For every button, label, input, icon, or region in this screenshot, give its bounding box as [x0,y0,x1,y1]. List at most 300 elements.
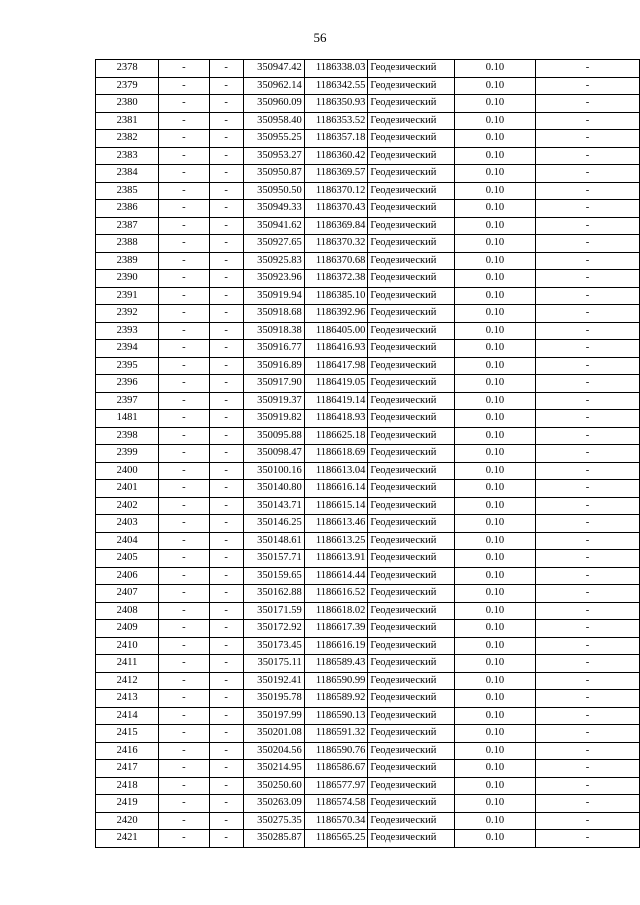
method-cell: Геодезический [368,200,455,218]
point-number-cell: 2386 [96,200,159,218]
method-cell: Геодезический [368,637,455,655]
method-cell: Геодезический [368,690,455,708]
dash-cell: - [535,287,639,305]
dash-cell: - [159,95,209,113]
y-coordinate-cell: 1186618.02 [304,602,368,620]
dash-cell: - [535,462,639,480]
point-number-cell: 2388 [96,235,159,253]
x-coordinate-cell: 350100.16 [243,462,304,480]
dash-cell: - [535,445,639,463]
x-coordinate-cell: 350941.62 [243,217,304,235]
x-coordinate-cell: 350275.35 [243,812,304,830]
dash-cell: - [159,777,209,795]
accuracy-cell: 0.10 [454,777,535,795]
dash-cell: - [535,585,639,603]
point-number-cell: 2378 [96,60,159,78]
method-cell: Геодезический [368,165,455,183]
x-coordinate-cell: 350195.78 [243,690,304,708]
dash-cell: - [159,287,209,305]
accuracy-cell: 0.10 [454,200,535,218]
y-coordinate-cell: 1186617.39 [304,620,368,638]
dash-cell: - [159,567,209,585]
method-cell: Геодезический [368,725,455,743]
x-coordinate-cell: 350919.37 [243,392,304,410]
method-cell: Геодезический [368,445,455,463]
point-number-cell: 2390 [96,270,159,288]
accuracy-cell: 0.10 [454,585,535,603]
x-coordinate-cell: 350925.83 [243,252,304,270]
dash-cell: - [209,77,243,95]
x-coordinate-cell: 350263.09 [243,795,304,813]
x-coordinate-cell: 350162.88 [243,585,304,603]
dash-cell: - [209,760,243,778]
point-number-cell: 2410 [96,637,159,655]
point-number-cell: 2387 [96,217,159,235]
table-row [96,585,640,603]
dash-cell: - [209,637,243,655]
dash-cell: - [535,550,639,568]
dash-cell: - [209,410,243,428]
dash-cell: - [159,637,209,655]
y-coordinate-cell: 1186591.32 [304,725,368,743]
method-cell: Геодезический [368,742,455,760]
y-coordinate-cell: 1186405.00 [304,322,368,340]
point-number-cell: 2381 [96,112,159,130]
table-row [96,795,640,813]
table-row [96,567,640,585]
dash-cell: - [159,217,209,235]
point-number-cell: 2391 [96,287,159,305]
dash-cell: - [209,830,243,848]
table-row [96,410,640,428]
point-number-cell: 2411 [96,655,159,673]
point-number-cell: 2418 [96,777,159,795]
accuracy-cell: 0.10 [454,462,535,480]
y-coordinate-cell: 1186392.96 [304,305,368,323]
method-cell: Геодезический [368,322,455,340]
method-cell: Геодезический [368,235,455,253]
table-row [96,672,640,690]
y-coordinate-cell: 1186417.98 [304,357,368,375]
method-cell: Геодезический [368,795,455,813]
dash-cell: - [159,830,209,848]
dash-cell: - [209,497,243,515]
point-number-cell: 2383 [96,147,159,165]
method-cell: Геодезический [368,812,455,830]
y-coordinate-cell: 1186618.69 [304,445,368,463]
dash-cell: - [535,60,639,78]
point-number-cell: 2392 [96,305,159,323]
accuracy-cell: 0.10 [454,550,535,568]
dash-cell: - [209,392,243,410]
coordinates-table [95,59,640,848]
table-row [96,287,640,305]
dash-cell: - [535,795,639,813]
accuracy-cell: 0.10 [454,427,535,445]
point-number-cell: 1481 [96,410,159,428]
dash-cell: - [159,515,209,533]
dash-cell: - [159,357,209,375]
method-cell: Геодезический [368,410,455,428]
y-coordinate-cell: 1186418.93 [304,410,368,428]
table-row [96,130,640,148]
x-coordinate-cell: 350157.71 [243,550,304,568]
coordinates-table-body [96,60,640,848]
table-row [96,270,640,288]
dash-cell: - [159,655,209,673]
dash-cell: - [209,217,243,235]
table-row [96,147,640,165]
dash-cell: - [159,235,209,253]
dash-cell: - [159,427,209,445]
table-row [96,182,640,200]
point-number-cell: 2397 [96,392,159,410]
table-row [96,480,640,498]
method-cell: Геодезический [368,217,455,235]
dash-cell: - [159,130,209,148]
page-number: 56 [313,30,327,45]
point-number-cell: 2417 [96,760,159,778]
point-number-cell: 2379 [96,77,159,95]
table-row [96,655,640,673]
x-coordinate-cell: 350958.40 [243,112,304,130]
dash-cell: - [159,462,209,480]
x-coordinate-cell: 350927.65 [243,235,304,253]
table-row [96,305,640,323]
point-number-cell: 2398 [96,427,159,445]
x-coordinate-cell: 350214.95 [243,760,304,778]
method-cell: Геодезический [368,130,455,148]
dash-cell: - [535,322,639,340]
y-coordinate-cell: 1186565.25 [304,830,368,848]
point-number-cell: 2402 [96,497,159,515]
dash-cell: - [159,200,209,218]
table-row [96,497,640,515]
dash-cell: - [209,305,243,323]
method-cell: Геодезический [368,305,455,323]
y-coordinate-cell: 1186616.52 [304,585,368,603]
dash-cell: - [535,147,639,165]
accuracy-cell: 0.10 [454,795,535,813]
method-cell: Геодезический [368,550,455,568]
dash-cell: - [209,620,243,638]
dash-cell: - [159,707,209,725]
accuracy-cell: 0.10 [454,147,535,165]
accuracy-cell: 0.10 [454,480,535,498]
point-number-cell: 2405 [96,550,159,568]
x-coordinate-cell: 350171.59 [243,602,304,620]
dash-cell: - [159,375,209,393]
dash-cell: - [209,112,243,130]
method-cell: Геодезический [368,620,455,638]
method-cell: Геодезический [368,77,455,95]
dash-cell: - [159,795,209,813]
point-number-cell: 2384 [96,165,159,183]
dash-cell: - [209,182,243,200]
dash-cell: - [535,480,639,498]
dash-cell: - [535,95,639,113]
dash-cell: - [535,830,639,848]
y-coordinate-cell: 1186360.42 [304,147,368,165]
dash-cell: - [159,620,209,638]
accuracy-cell: 0.10 [454,375,535,393]
dash-cell: - [209,795,243,813]
dash-cell: - [209,200,243,218]
dash-cell: - [209,515,243,533]
method-cell: Геодезический [368,707,455,725]
dash-cell: - [535,690,639,708]
point-number-cell: 2406 [96,567,159,585]
dash-cell: - [209,550,243,568]
accuracy-cell: 0.10 [454,235,535,253]
dash-cell: - [209,690,243,708]
x-coordinate-cell: 350250.60 [243,777,304,795]
table-row [96,445,640,463]
dash-cell: - [159,182,209,200]
accuracy-cell: 0.10 [454,515,535,533]
dash-cell: - [535,532,639,550]
dash-cell: - [209,532,243,550]
y-coordinate-cell: 1186419.14 [304,392,368,410]
table-row [96,95,640,113]
dash-cell: - [159,77,209,95]
point-number-cell: 2382 [96,130,159,148]
dash-cell: - [159,742,209,760]
accuracy-cell: 0.10 [454,672,535,690]
dash-cell: - [209,655,243,673]
dash-cell: - [209,130,243,148]
table-row [96,392,640,410]
y-coordinate-cell: 1186372.38 [304,270,368,288]
dash-cell: - [535,340,639,358]
method-cell: Геодезический [368,777,455,795]
x-coordinate-cell: 350192.41 [243,672,304,690]
table-row [96,252,640,270]
table-row [96,742,640,760]
dash-cell: - [535,725,639,743]
y-coordinate-cell: 1186570.34 [304,812,368,830]
dash-cell: - [535,235,639,253]
accuracy-cell: 0.10 [454,305,535,323]
table-row [96,340,640,358]
table-row [96,812,640,830]
y-coordinate-cell: 1186416.93 [304,340,368,358]
table-row [96,77,640,95]
y-coordinate-cell: 1186613.91 [304,550,368,568]
accuracy-cell: 0.10 [454,287,535,305]
method-cell: Геодезический [368,147,455,165]
point-number-cell: 2412 [96,672,159,690]
accuracy-cell: 0.10 [454,357,535,375]
accuracy-cell: 0.10 [454,112,535,130]
x-coordinate-cell: 350949.33 [243,200,304,218]
method-cell: Геодезический [368,357,455,375]
point-number-cell: 2416 [96,742,159,760]
y-coordinate-cell: 1186370.32 [304,235,368,253]
y-coordinate-cell: 1186589.92 [304,690,368,708]
accuracy-cell: 0.10 [454,95,535,113]
point-number-cell: 2420 [96,812,159,830]
dash-cell: - [159,480,209,498]
accuracy-cell: 0.10 [454,830,535,848]
dash-cell: - [159,270,209,288]
y-coordinate-cell: 1186577.97 [304,777,368,795]
y-coordinate-cell: 1186613.04 [304,462,368,480]
dash-cell: - [209,95,243,113]
accuracy-cell: 0.10 [454,707,535,725]
y-coordinate-cell: 1186357.18 [304,130,368,148]
dash-cell: - [159,725,209,743]
method-cell: Геодезический [368,287,455,305]
x-coordinate-cell: 350955.25 [243,130,304,148]
table-row [96,217,640,235]
dash-cell: - [209,270,243,288]
y-coordinate-cell: 1186353.52 [304,112,368,130]
dash-cell: - [535,392,639,410]
table-row [96,515,640,533]
dash-cell: - [535,620,639,638]
x-coordinate-cell: 350173.45 [243,637,304,655]
x-coordinate-cell: 350918.38 [243,322,304,340]
point-number-cell: 2413 [96,690,159,708]
dash-cell: - [535,812,639,830]
table-row [96,235,640,253]
dash-cell: - [159,445,209,463]
x-coordinate-cell: 350172.92 [243,620,304,638]
dash-cell: - [209,60,243,78]
accuracy-cell: 0.10 [454,445,535,463]
y-coordinate-cell: 1186369.57 [304,165,368,183]
x-coordinate-cell: 350098.47 [243,445,304,463]
point-number-cell: 2415 [96,725,159,743]
accuracy-cell: 0.10 [454,742,535,760]
dash-cell: - [535,497,639,515]
method-cell: Геодезический [368,392,455,410]
dash-cell: - [535,252,639,270]
accuracy-cell: 0.10 [454,77,535,95]
accuracy-cell: 0.10 [454,130,535,148]
accuracy-cell: 0.10 [454,270,535,288]
point-number-cell: 2389 [96,252,159,270]
x-coordinate-cell: 350916.89 [243,357,304,375]
x-coordinate-cell: 350146.25 [243,515,304,533]
y-coordinate-cell: 1186574.58 [304,795,368,813]
dash-cell: - [209,427,243,445]
dash-cell: - [209,585,243,603]
table-row [96,357,640,375]
table-row [96,462,640,480]
y-coordinate-cell: 1186589.43 [304,655,368,673]
y-coordinate-cell: 1186614.44 [304,567,368,585]
x-coordinate-cell: 350923.96 [243,270,304,288]
dash-cell: - [209,725,243,743]
dash-cell: - [209,287,243,305]
method-cell: Геодезический [368,497,455,515]
method-cell: Геодезический [368,480,455,498]
method-cell: Геодезический [368,95,455,113]
dash-cell: - [159,812,209,830]
table-row [96,60,640,78]
dash-cell: - [535,707,639,725]
accuracy-cell: 0.10 [454,690,535,708]
method-cell: Геодезический [368,655,455,673]
method-cell: Геодезический [368,672,455,690]
dash-cell: - [535,410,639,428]
y-coordinate-cell: 1186350.93 [304,95,368,113]
point-number-cell: 2419 [96,795,159,813]
dash-cell: - [159,305,209,323]
y-coordinate-cell: 1186590.99 [304,672,368,690]
dash-cell: - [159,602,209,620]
dash-cell: - [159,392,209,410]
dash-cell: - [159,252,209,270]
point-number-cell: 2421 [96,830,159,848]
dash-cell: - [209,375,243,393]
point-number-cell: 2380 [96,95,159,113]
dash-cell: - [209,812,243,830]
dash-cell: - [159,585,209,603]
x-coordinate-cell: 350197.99 [243,707,304,725]
accuracy-cell: 0.10 [454,812,535,830]
method-cell: Геодезический [368,830,455,848]
dash-cell: - [535,217,639,235]
y-coordinate-cell: 1186590.76 [304,742,368,760]
dash-cell: - [209,252,243,270]
dash-cell: - [535,567,639,585]
y-coordinate-cell: 1186615.14 [304,497,368,515]
x-coordinate-cell: 350919.94 [243,287,304,305]
accuracy-cell: 0.10 [454,182,535,200]
accuracy-cell: 0.10 [454,252,535,270]
method-cell: Геодезический [368,112,455,130]
x-coordinate-cell: 350143.71 [243,497,304,515]
dash-cell: - [209,602,243,620]
dash-cell: - [535,200,639,218]
x-coordinate-cell: 350918.68 [243,305,304,323]
dash-cell: - [159,322,209,340]
dash-cell: - [209,777,243,795]
dash-cell: - [535,655,639,673]
accuracy-cell: 0.10 [454,725,535,743]
x-coordinate-cell: 350950.50 [243,182,304,200]
y-coordinate-cell: 1186590.13 [304,707,368,725]
table-row [96,777,640,795]
x-coordinate-cell: 350148.61 [243,532,304,550]
dash-cell: - [535,602,639,620]
accuracy-cell: 0.10 [454,760,535,778]
y-coordinate-cell: 1186342.55 [304,77,368,95]
table-row [96,620,640,638]
accuracy-cell: 0.10 [454,60,535,78]
accuracy-cell: 0.10 [454,165,535,183]
x-coordinate-cell: 350140.80 [243,480,304,498]
method-cell: Геодезический [368,462,455,480]
method-cell: Геодезический [368,515,455,533]
dash-cell: - [209,672,243,690]
method-cell: Геодезический [368,252,455,270]
accuracy-cell: 0.10 [454,567,535,585]
accuracy-cell: 0.10 [454,392,535,410]
method-cell: Геодезический [368,532,455,550]
table-row [96,725,640,743]
dash-cell: - [209,235,243,253]
x-coordinate-cell: 350919.82 [243,410,304,428]
table-row [96,532,640,550]
dash-cell: - [159,672,209,690]
x-coordinate-cell: 350159.65 [243,567,304,585]
table-row [96,707,640,725]
accuracy-cell: 0.10 [454,602,535,620]
